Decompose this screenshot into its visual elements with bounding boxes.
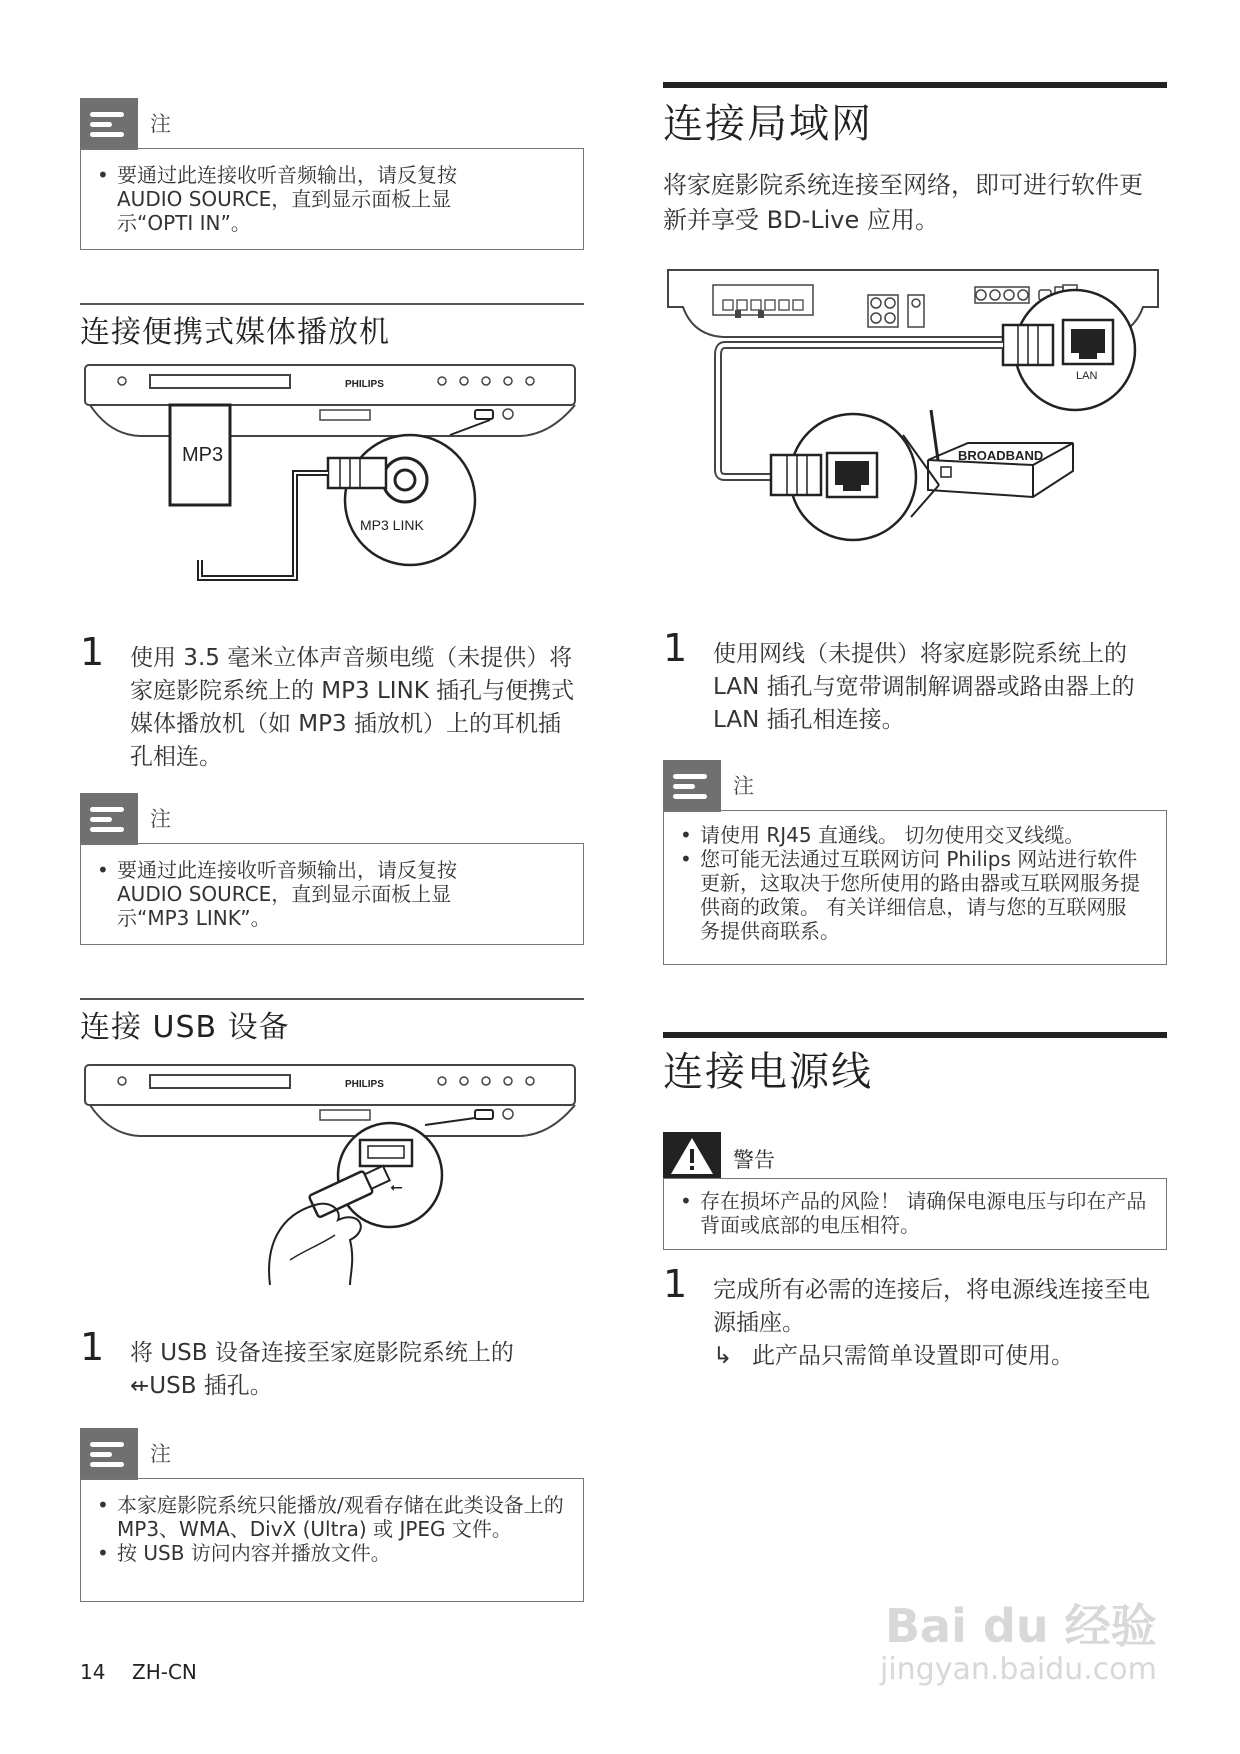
note-item: • 本家庭影院系统只能播放/观看存储在此类设备上的 MP3、WMA、DivX (Ultra) 或 JPEG 文件。 [95, 1493, 569, 1541]
note-icon [80, 793, 138, 845]
hand-drawing [269, 1204, 361, 1285]
watermark-url: jingyan.baidu.com [880, 1652, 1157, 1687]
disc-slot [150, 1075, 290, 1088]
note-item: • 要通过此连接收听音频输出，请反复按 AUDIO SOURCE，直到显示面板上显示“OPTI IN”。 [95, 163, 497, 235]
section-title: 连接 USB 设备 [80, 1010, 290, 1045]
result-arrow-icon: ↳ [713, 1343, 733, 1369]
section-rule [80, 303, 584, 305]
section-rule [663, 82, 1167, 88]
section-rule [663, 1032, 1167, 1038]
note-header [80, 793, 584, 837]
port-label: MP3 LINK [360, 517, 424, 533]
result-text: 此产品只需简单设置即可使用。 [752, 1343, 1074, 1369]
device-label: MP3 [182, 444, 224, 466]
brand-label: PHILIPS [345, 1079, 384, 1090]
note-icon [80, 98, 138, 150]
note-box [80, 843, 584, 945]
note-item: • 要通过此连接收听音频输出，请反复按 AUDIO SOURCE，直到显示面板上显示“MP3 LINK”。 [95, 858, 497, 930]
warning-header [663, 1132, 1167, 1176]
step-text: 完成所有必需的连接后，将电源线连接至电源插座。 [713, 1277, 1150, 1336]
brand-label: PHILIPS [345, 379, 384, 390]
step-number: 1 [663, 1262, 688, 1306]
section-intro: 将家庭影院系统连接至网络，即可进行软件更新并享受 BD-Live 应用。 [663, 171, 1143, 234]
note-box [80, 1478, 584, 1602]
note-item: • 请使用 RJ45 直通线。 切勿使用交叉线缆。 [678, 823, 1152, 847]
note-title: 注 [150, 807, 171, 831]
usb-diagram [80, 1060, 584, 1300]
section-rule [80, 998, 584, 1000]
note-item: • 您可能无法通过互联网访问 Philips 网站进行软件更新，这取决于您所使用的路由器或互联网服务提供商的政策。 有关详细信息，请与您的互联网服务提供商联系。 [678, 847, 1140, 943]
section-title: 连接电源线 [663, 1049, 873, 1095]
router-label: BROADBAND [958, 448, 1044, 463]
note-header [80, 98, 584, 142]
note-box [80, 148, 584, 250]
lan-diagram [663, 265, 1167, 600]
port-label: LAN [1076, 370, 1098, 382]
note-header [80, 1428, 584, 1472]
note-title: 注 [733, 774, 754, 798]
note-icon [80, 1428, 138, 1480]
note-box [663, 810, 1167, 965]
warning-box [663, 1178, 1167, 1250]
note-title: 注 [150, 1442, 171, 1466]
step-number: 1 [663, 626, 688, 670]
mp3-link-diagram [80, 360, 584, 600]
note-title: 注 [150, 112, 171, 136]
usb-symbol-icon: ⭠ [390, 1177, 403, 1196]
step-number: 1 [80, 630, 105, 674]
watermark-brand: Bai du 经验 [885, 1599, 1157, 1653]
section-title: 连接局域网 [663, 101, 873, 147]
warning-icon [663, 1132, 721, 1178]
step-text: 使用 3.5 毫米立体声音频电缆（未提供）将家庭影院系统上的 MP3 LINK 插孔与便携式媒体播放机（如 MP3 插放机）上的耳机插孔相连。 [130, 645, 575, 770]
language-code: ZH-CN [132, 1660, 197, 1684]
step-text: 将 USB 设备连接至家庭影院系统上的 ⇷USB 插孔。 [130, 1340, 514, 1399]
disc-slot [150, 375, 290, 388]
section-title: 连接便携式媒体播放机 [80, 315, 390, 350]
page-number: 14 [80, 1660, 106, 1684]
note-header [663, 760, 1167, 804]
note-icon [663, 760, 721, 812]
warning-title: 警告 [733, 1148, 775, 1172]
step-text: 使用网线（未提供）将家庭影院系统上的 LAN 插孔与宽带调制解调器或路由器上的 LAN 插孔相连接。 [713, 641, 1135, 733]
warning-item: • 存在损坏产品的风险！ 请确保电源电压与印在产品背面或底部的电压相符。 [678, 1189, 1152, 1237]
note-item: • 按 USB 访问内容并播放文件。 [95, 1541, 569, 1565]
step-number: 1 [80, 1325, 105, 1369]
